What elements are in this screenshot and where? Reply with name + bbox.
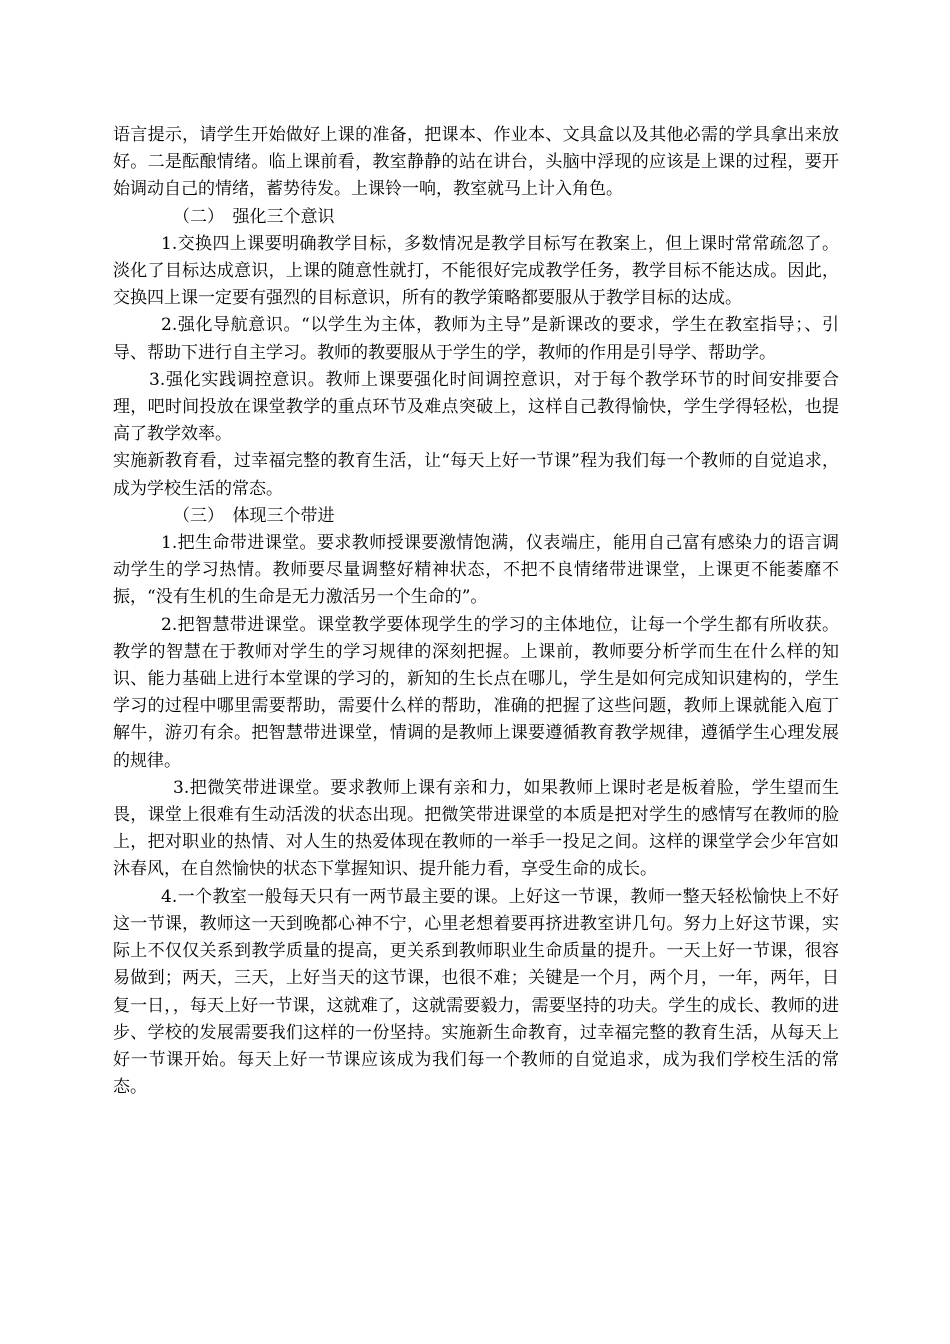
paragraph-2-1: 1.交换四上课要明确教学目标，多数情况是教学目标写在教案上，但上课时常常疏忽了。淡化了目标达成意识，上课的随意性就打，不能很好完成教学任务，教学目标不能达成。因此，交换四上课一定要有强烈的目标意识，所有的教学策略都要服从于教学目标的达成。 <box>113 233 839 309</box>
paragraph-3-4: 4.一个教室一般每天只有一两节最主要的课。上好这一节课，教师一整天轻松愉快上不好这一节课，教师这一天到晚都心神不宁，心里老想着要再挤进教室讲几句。努力上好这节课，实际上不仅仅关系到教学质量的提高，更关系到教师职业生命质量的提升。一天上好一节课，很容易做到；两天，三天，上好当天的这节课，也很不难；关键是一个月，两个月，一年，两年，日复一日，，每天上好一节课，这就难了，这就需要毅力，需要坚持的功夫。学生的成长、教师的进步、学校的发展需要我们这样的一份坚持。实施新生命教育，过幸福完整的教育生活，从每天上好一节课开始。每天上好一节课应该成为我们每一个教师的自觉追求，成为我们学校生活的常态。 <box>113 886 839 1098</box>
section-heading-3: （三） 体现三个带进 <box>173 505 335 526</box>
section-heading-2: （二） 强化三个意识 <box>173 206 335 227</box>
paragraph-3-2: 2.把智慧带进课堂。课堂教学要体现学生的学习的主体地位，让每一个学生都有所收获。教学的智慧在于教师对学生的学习规律的深刻把握。上课前，教师要分析学而生在什么样的知识、能力基础上进行本堂课的学习的，新知的生长点在哪儿，学生是如何完成知识建构的，学生学习的过程中哪里需要帮助，需要什么样的帮助，准确的把握了这些问题，教师上课就能入庖丁解牛，游刃有余。把智慧带进课堂，情调的是教师上课要遵循教育教学规律，遵循学生心理发展的规律。 <box>113 614 839 771</box>
paragraph-2-2: 2.强化导航意识。“以学生为主体，教师为主导”是新课改的要求，学生在教室指导；、引导、帮助下进行自主学习。教师的教要服从于学生的学，教师的作用是引导学、帮助学。 <box>113 315 839 363</box>
paragraph-intro: 语言提示，请学生开始做好上课的准备，把课本、作业本、文具盒以及其他必需的学具拿出来放好。二是酝酿情绪。临上课前看，教室静静的站在讲台，头脑中浮现的应该是上课的过程，要开始调动自己的情绪，蓄势待发。上课铃一响，教室就马上计入角色。 <box>113 125 839 200</box>
paragraph-2-3: 3.强化实践调控意识。教师上课要强化时间调控意识，对于每个教学环节的时间安排要合理，吧时间投放在课堂教学的重点环节及难点突破上，这样自己教得愉快，学生学得轻松，也提高了教学效率。 <box>113 369 839 445</box>
document-page <box>113 122 839 1101</box>
paragraph-3-3: 3.把微笑带进课堂。要求教师上课有亲和力，如果教师上课时老是板着脸，学生望而生畏，课堂上很难有生动活泼的状态出现。把微笑带进课堂的本质是把对学生的感情写在教师的脸上，把对职业的热情、对人生的热爱体现在教师的一举手一投足之间。这样的课堂学会少年宫如沐春风，在自然愉快的状态下掌握知识、提升能力看，享受生命的成长。 <box>113 777 839 880</box>
paragraph-3-1: 1.把生命带进课堂。要求教师授课要激情饱满，仪表端庄，能用自己富有感染力的语言调动学生的学习热情。教师要尽量调整好精神状态，不把不良情绪带进课堂，上课更不能萎靡不振，“没有生机的生命是无力激活另一个生命的”。 <box>113 533 839 608</box>
paragraph-summary: 实施新教育看，过幸福完整的教育生活，让“每天上好一节课”程为我们每一个教师的自觉追求，成为学校生活的常态。 <box>113 451 839 499</box>
